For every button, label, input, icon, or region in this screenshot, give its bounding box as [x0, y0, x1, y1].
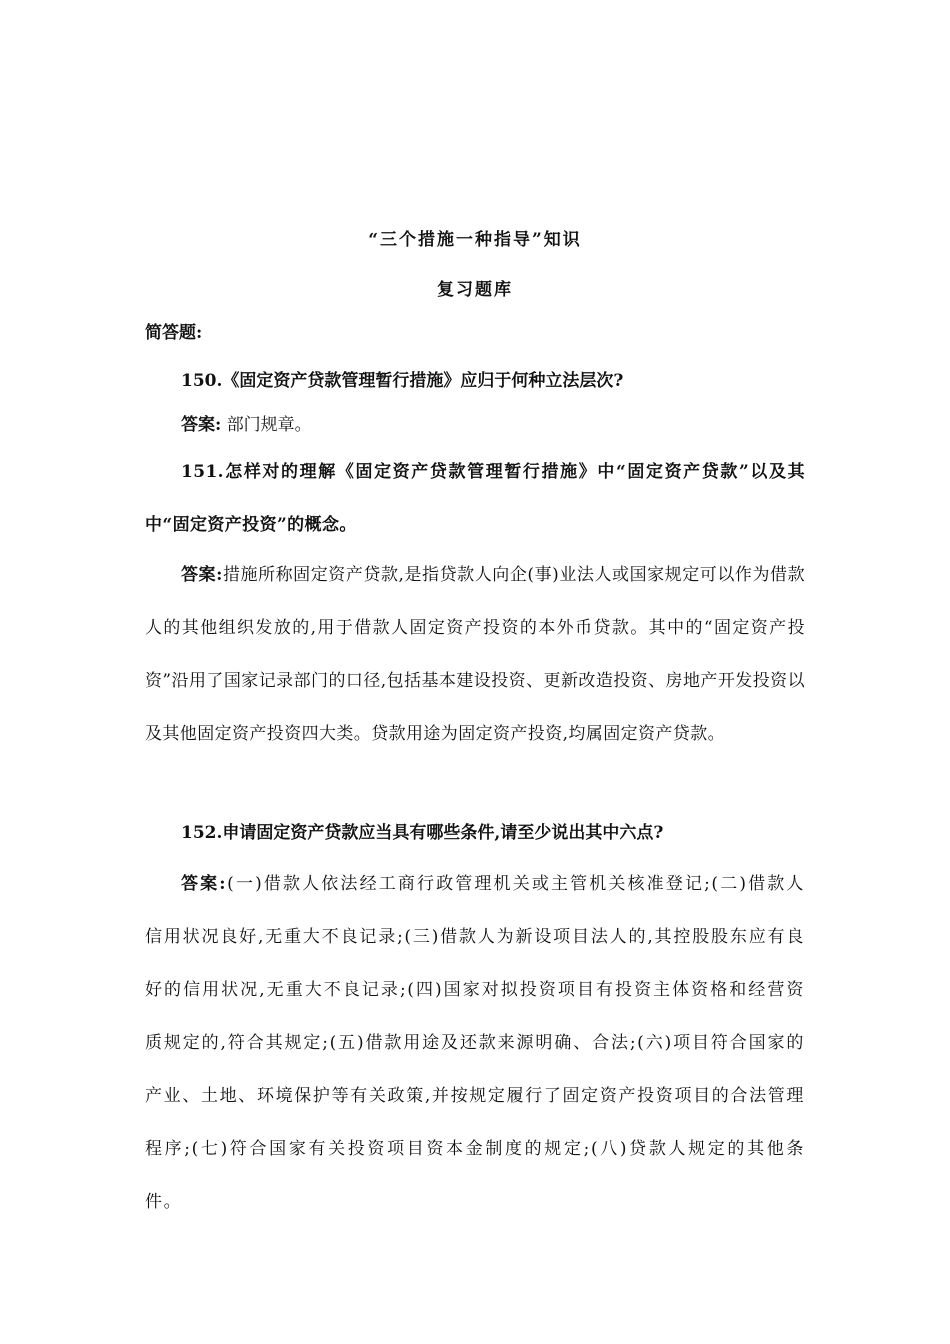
answer-150: [145, 410, 805, 440]
question-150: 150.《固定资产贷款管理暂行措施》应归于何种立法层次?: [181, 371, 624, 391]
question-152: 152.申请固定资产贷款应当具有哪些条件,请至少说出其中六点?: [181, 823, 664, 843]
document-title: “三个措施一种指导”知识: [368, 230, 582, 250]
answer-label: 答案:: [181, 415, 222, 435]
section-heading: 简答题:: [145, 323, 203, 343]
answer-151: [145, 549, 805, 761]
answer-151-text: 措施所称固定资产贷款,是指贷款人向企(事)业法人或国家规定可以作为借款人的其他组织发放的,用于借款人固定资产投资的本外币贷款。其中的“固定资产投资”沿用了国家记录部门的口径,包括基本建设投资、更新改造投资、房地产开发投资以及其他固定资产投资四大类。贷款用途为固定资产投资,均属固定资产贷款。: [145, 565, 805, 744]
answer-label: 答案:: [181, 565, 223, 585]
answer-152: [145, 858, 805, 1229]
answer-label: 答案:: [181, 874, 228, 894]
answer-150-text: 部门规章。: [226, 415, 312, 435]
answer-152-text: (一)借款人依法经工商行政管理机关或主管机关核准登记;(二)借款人信用状况良好,无重大不良记录;(三)借款人为新设项目法人的,其控股股东应有良好的信用状况,无重大不良记录;(四)国家对拟投资项目有投资主体资格和经营资质规定的,符合其规定;(五)借款用途及还款来源明确、合法;(六)项目符合国家的产业、土地、环境保护等有关政策,并按规定履行了固定资产投资项目的合法管理程序;(七)符合国家有关投资项目资本金制度的规定;(八)贷款人规定的其他条件。: [145, 874, 806, 1212]
question-151: 151.怎样对的理解《固定资产贷款管理暂行措施》中“固定资产贷款”以及其中“固定资产投资”的概念。: [145, 462, 805, 535]
document-subtitle: 复习题库: [437, 280, 513, 300]
